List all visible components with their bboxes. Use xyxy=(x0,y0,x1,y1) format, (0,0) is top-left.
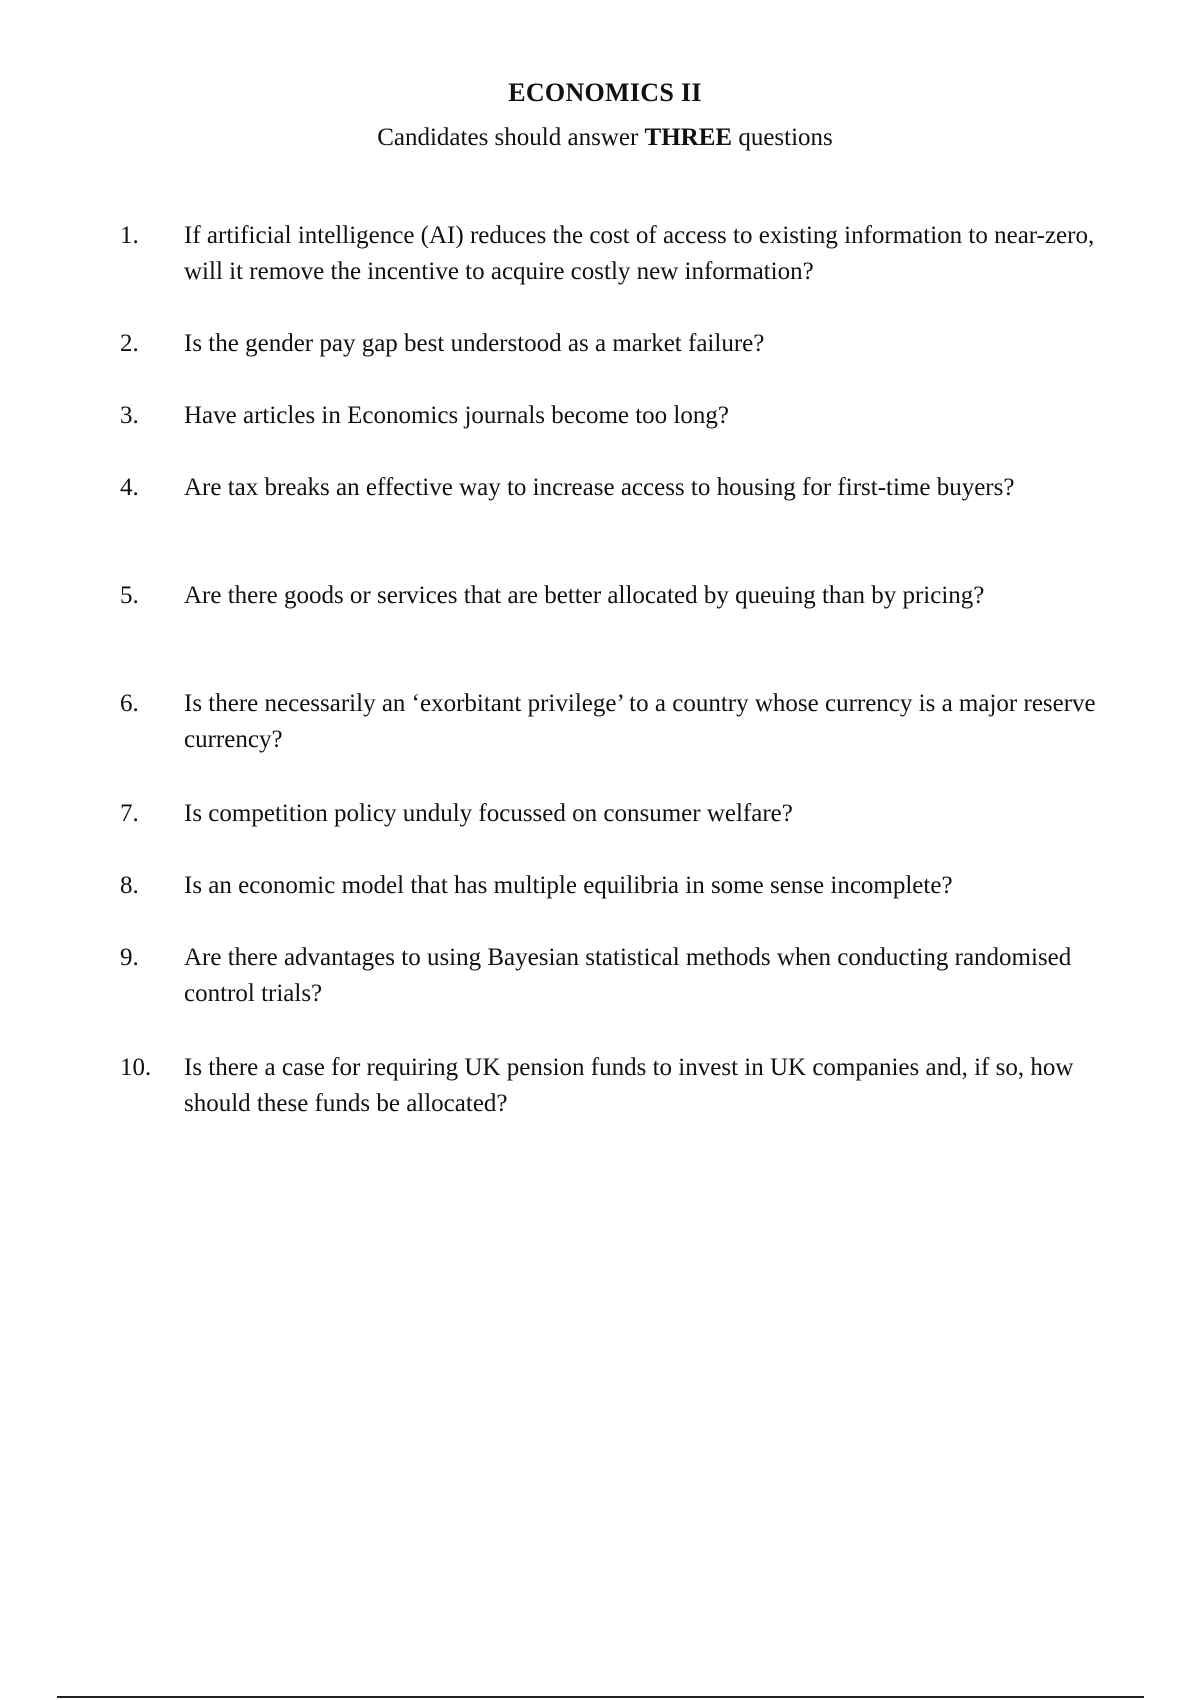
instructions-prefix: Candidates should answer xyxy=(377,124,645,151)
question-number: 1. xyxy=(120,222,139,249)
question-text: Are tax breaks an effective way to increase access to housing for first-time buyers? xyxy=(184,474,1015,501)
footer-rule xyxy=(57,1696,1144,1698)
question-text: Are there advantages to using Bayesian statistical methods when conducting randomised control trials? xyxy=(184,944,1072,1007)
instructions-suffix: questions xyxy=(732,124,833,151)
question-text: Is there necessarily an ‘exorbitant privilege’ to a country whose currency is a major reserve currency? xyxy=(184,690,1096,753)
question-text: Is the gender pay gap best understood as a market failure? xyxy=(184,330,765,357)
question-number: 9. xyxy=(120,944,139,971)
question-number: 7. xyxy=(120,800,139,827)
question-number: 5. xyxy=(120,582,139,609)
question-number: 3. xyxy=(120,402,139,429)
question-number: 2. xyxy=(120,330,139,357)
question-text: Are there goods or services that are better allocated by queuing than by pricing? xyxy=(184,582,985,609)
question-text: Is there a case for requiring UK pension funds to invest in UK companies and, if so, how should these funds be allocated? xyxy=(184,1054,1074,1117)
question-text: Is competition policy unduly focussed on consumer welfare? xyxy=(184,800,793,827)
page-title: ECONOMICS II xyxy=(508,78,702,107)
question-number: 6. xyxy=(120,690,139,717)
question-number: 4. xyxy=(120,474,139,501)
question-number: 8. xyxy=(120,872,139,899)
question-text: If artificial intelligence (AI) reduces the cost of access to existing information to near-zero, will it remove the incentive to acquire costly new information? xyxy=(184,222,1095,285)
instructions-emphasis: THREE xyxy=(644,124,733,151)
question-text: Is an economic model that has multiple equilibria in some sense incomplete? xyxy=(184,872,953,899)
question-text: Have articles in Economics journals become too long? xyxy=(184,402,729,429)
question-number: 10. xyxy=(120,1054,152,1081)
